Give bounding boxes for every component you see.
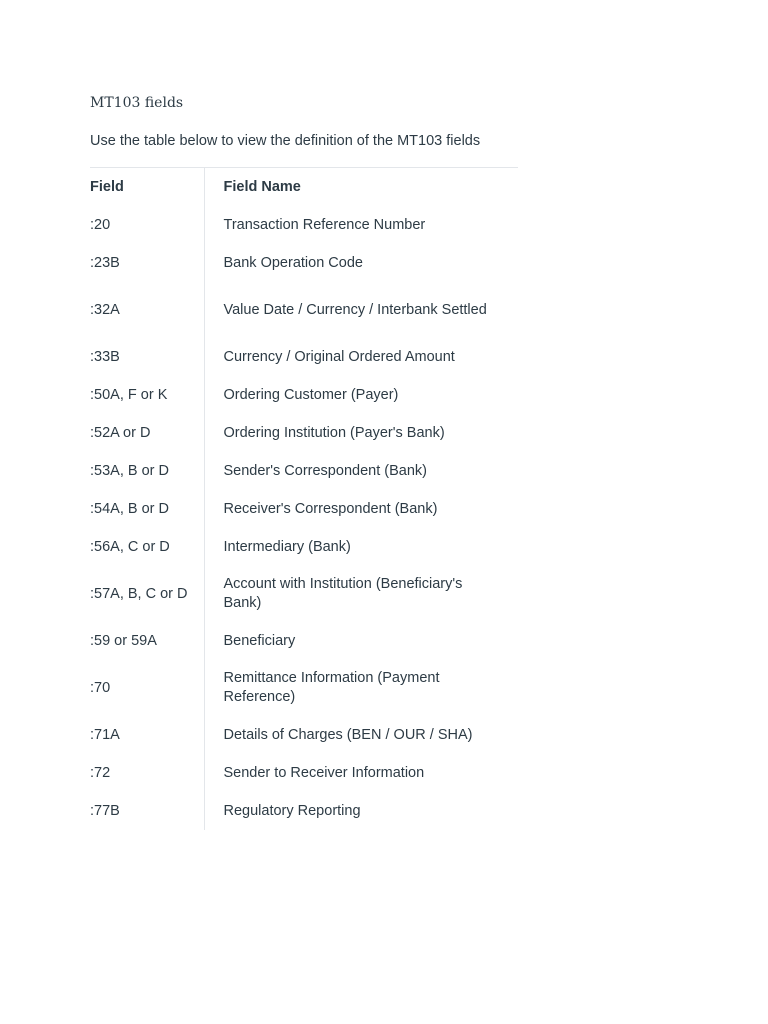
field-code-cell: :57A, B, C or D <box>90 566 204 622</box>
field-name-cell: Beneficiary <box>223 632 296 649</box>
table-row <box>90 244 518 282</box>
table-row <box>90 792 518 830</box>
table-row <box>90 414 518 452</box>
field-code-cell: :32A <box>90 282 204 338</box>
column-header-field-name: Field Name <box>223 178 301 195</box>
table-row <box>90 528 518 566</box>
field-code-cell: :52A or D <box>90 414 204 452</box>
field-code-cell: :20 <box>90 206 204 244</box>
field-name-cell: Remittance Information (Payment Reference) <box>223 670 440 705</box>
field-name-cell: Ordering Customer (Payer) <box>223 386 399 403</box>
field-name-cell: Currency / Original Ordered Amount <box>223 348 455 365</box>
page-content <box>90 93 518 830</box>
intro-text: Use the table below to view the definition of the MT103 fields <box>90 133 481 149</box>
field-name-cell: Value Date / Currency / Interbank Settled <box>223 301 487 318</box>
field-code-cell: :72 <box>90 754 204 792</box>
field-name-cell: Details of Charges (BEN / OUR / SHA) <box>223 726 473 743</box>
field-code-cell: :59 or 59A <box>90 622 204 660</box>
table-row <box>90 206 518 244</box>
table-row <box>90 754 518 792</box>
table-row <box>90 566 518 622</box>
field-code-cell: :56A, C or D <box>90 528 204 566</box>
field-code-cell: :77B <box>90 792 204 830</box>
table-row <box>90 622 518 660</box>
field-code-cell: :71A <box>90 716 204 754</box>
field-code-cell: :50A, F or K <box>90 376 204 414</box>
field-code-cell: :23B <box>90 244 204 282</box>
table-header-row <box>90 168 518 206</box>
table-row <box>90 452 518 490</box>
field-name-cell: Regulatory Reporting <box>223 802 361 819</box>
field-code-cell: :54A, B or D <box>90 490 204 528</box>
field-code-cell: :70 <box>90 660 204 716</box>
field-name-cell: Sender's Correspondent (Bank) <box>223 462 427 479</box>
field-code-cell: :33B <box>90 338 204 376</box>
table-row <box>90 490 518 528</box>
field-name-cell: Bank Operation Code <box>223 254 363 271</box>
table-row <box>90 660 518 716</box>
field-name-cell: Account with Institution (Beneficiary's Bank) <box>223 576 463 611</box>
table-row <box>90 282 518 338</box>
table-row <box>90 376 518 414</box>
field-name-cell: Ordering Institution (Payer's Bank) <box>223 424 445 441</box>
field-code-cell: :53A, B or D <box>90 452 204 490</box>
page-title: MT103 fields <box>90 95 184 111</box>
table-row <box>90 338 518 376</box>
table-row <box>90 716 518 754</box>
field-name-cell: Transaction Reference Number <box>223 216 426 233</box>
field-name-cell: Sender to Receiver Information <box>223 764 425 781</box>
field-name-cell: Receiver's Correspondent (Bank) <box>223 500 438 517</box>
column-header-field: Field <box>90 168 204 206</box>
field-name-cell: Intermediary (Bank) <box>223 538 351 555</box>
mt103-fields-table <box>90 168 518 830</box>
